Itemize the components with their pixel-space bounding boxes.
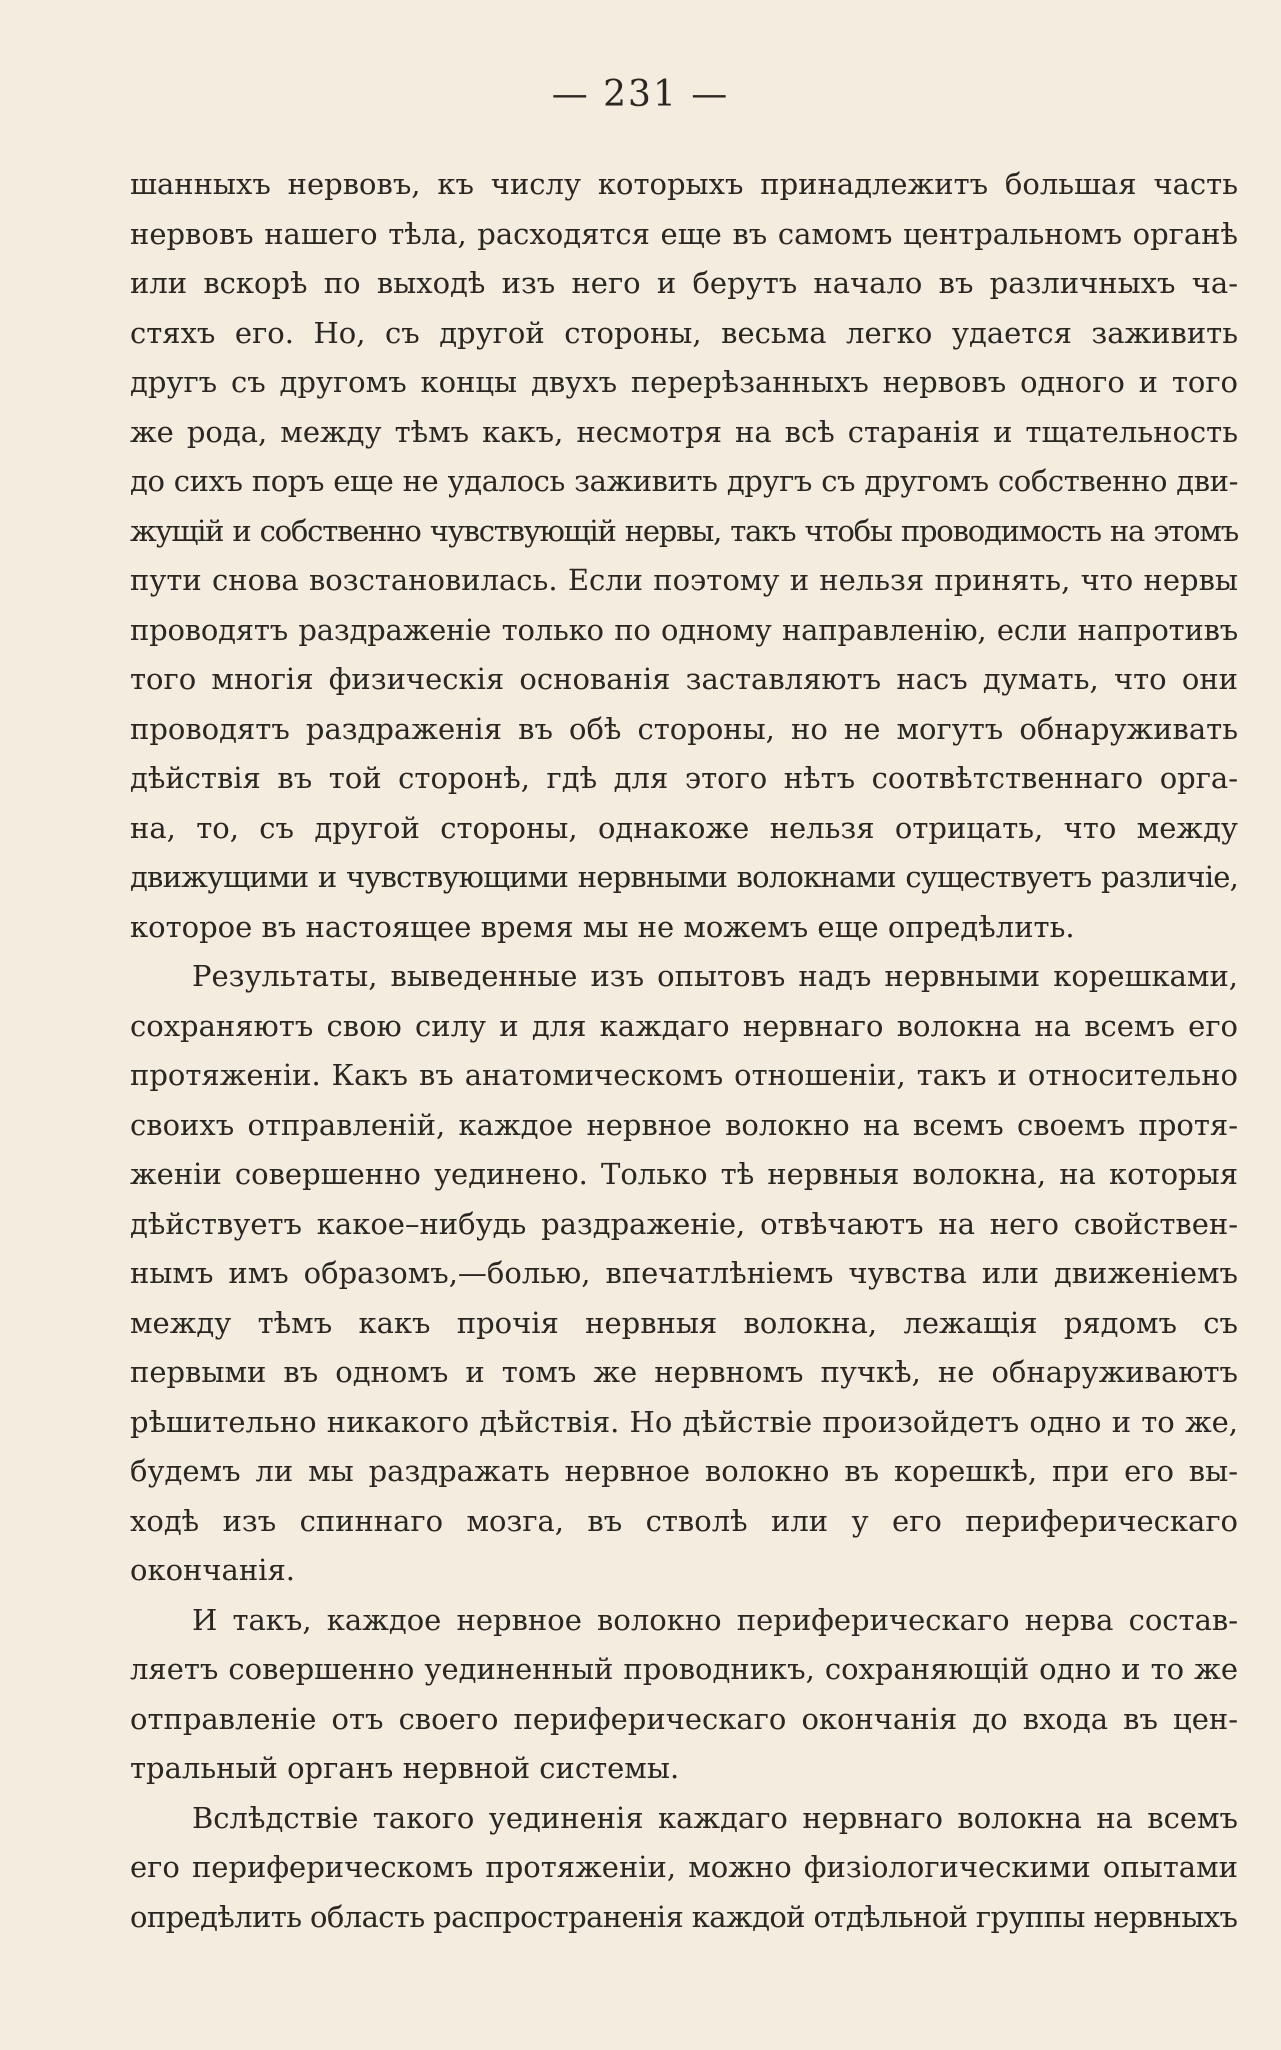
text-line: на, то, съ другой стороны, однакоже нельзя отрицать, что между <box>130 810 1238 845</box>
paragraph <box>130 1596 1238 1794</box>
text-line: между тѣмъ какъ прочія нервныя волокна, лежащія рядомъ съ <box>130 1305 1238 1340</box>
text-line: шанныхъ нервовъ, къ числу которыхъ принадлежитъ большая часть <box>130 167 1238 201</box>
text-line: первыми въ одномъ и томъ же нервномъ пучкѣ, не обнаруживаютъ <box>130 1355 1238 1389</box>
text-line: или вскорѣ по выходѣ изъ него и берутъ начало въ различныхъ ча- <box>130 266 1238 300</box>
paragraph <box>130 1794 1238 1943</box>
text-line: отправленіе отъ своего периферическаго окончанія до входа въ цен- <box>130 1701 1238 1736</box>
text-line: нымъ имъ образомъ,—болью, впечатлѣніемъ чувства или движеніемъ <box>130 1256 1238 1290</box>
text-line: жущій и собственно чувствующій нервы, такъ чтобы проводимость на этомъ <box>130 513 1238 548</box>
text-line: того многія физическія основанія заставляютъ насъ думать, что они <box>130 662 1238 696</box>
text-line: будемъ ли мы раздражать нервное волокно въ корешкѣ, при его вы- <box>130 1454 1238 1488</box>
text-line: пути снова возстановилась. Если поэтому и нельзя принять, что нервы <box>130 563 1238 597</box>
text-line: ляетъ совершенно уединенный проводникъ, сохраняющій одно и то же <box>130 1652 1238 1686</box>
text-line: рѣшительно никакого дѣйствія. Но дѣйствіе произойдетъ одно и то же, <box>130 1404 1238 1439</box>
text-line: до сихъ поръ еще не удалось заживить другъ съ другомъ собственно дви- <box>130 464 1238 498</box>
text-line: протяженіи. Какъ въ анатомическомъ отношеніи, такъ и относительно <box>130 1058 1238 1092</box>
text-line: другъ съ другомъ концы двухъ перерѣзанныхъ нервовъ одного и того <box>130 365 1238 399</box>
paragraph <box>130 160 1238 952</box>
text-line: Результаты, выведенные изъ опытовъ надъ нервными корешками, <box>192 959 1238 993</box>
text-line: дѣйствуетъ какое–нибудь раздраженіе, отвѣчаютъ на него свойствен- <box>130 1206 1238 1241</box>
text-line: же рода, между тѣмъ какъ, несмотря на всѣ старанія и тщательность <box>130 414 1238 449</box>
text-line: проводятъ раздраженіе только по одному направленію, если напротивъ <box>130 612 1238 647</box>
text-line: Вслѣдствіе такого уединенія каждаго нервнаго волокна на всемъ <box>192 1800 1238 1835</box>
text-line: ходѣ изъ спиннаго мозга, въ стволѣ или у его периферическаго <box>130 1503 1238 1538</box>
text-line: женіи совершенно уединено. Только тѣ нервныя волокна, на которыя <box>130 1157 1238 1191</box>
text-line: которое въ настоящее время мы не можемъ еще опредѣлить. <box>130 909 1075 944</box>
text-line: стяхъ его. Но, съ другой стороны, весьма легко удается заживить <box>130 315 1238 350</box>
page-number: — 231 — <box>551 74 730 115</box>
body-text <box>130 160 1238 1942</box>
text-line: движущими и чувствующими нервными волокнами существуетъ различіе, <box>130 860 1238 894</box>
text-line: тральный органъ нервной системы. <box>130 1751 680 1785</box>
text-line: своихъ отправленій, каждое нервное волокно на всемъ своемъ протя- <box>130 1107 1238 1142</box>
text-line: дѣйствія въ той сторонѣ, гдѣ для этого нѣтъ соотвѣтственнаго орга- <box>130 761 1238 795</box>
text-line: окончанія. <box>130 1553 295 1587</box>
paragraph <box>130 952 1238 1596</box>
text-line: нервовъ нашего тѣла, расходятся еще въ самомъ центральномъ органѣ <box>130 216 1238 251</box>
text-line: опредѣлить область распространенія каждой отдѣльной группы нервныхъ <box>130 1899 1238 1934</box>
text-line: его периферическомъ протяженіи, можно физіологическими опытами <box>130 1850 1238 1884</box>
text-line: И такъ, каждое нервное волокно периферическаго нерва состав- <box>192 1602 1238 1637</box>
text-line: проводятъ раздраженія въ обѣ стороны, но не могутъ обнаруживать <box>130 711 1238 746</box>
text-line: сохраняютъ свою силу и для каждаго нервнаго волокна на всемъ его <box>130 1008 1238 1043</box>
